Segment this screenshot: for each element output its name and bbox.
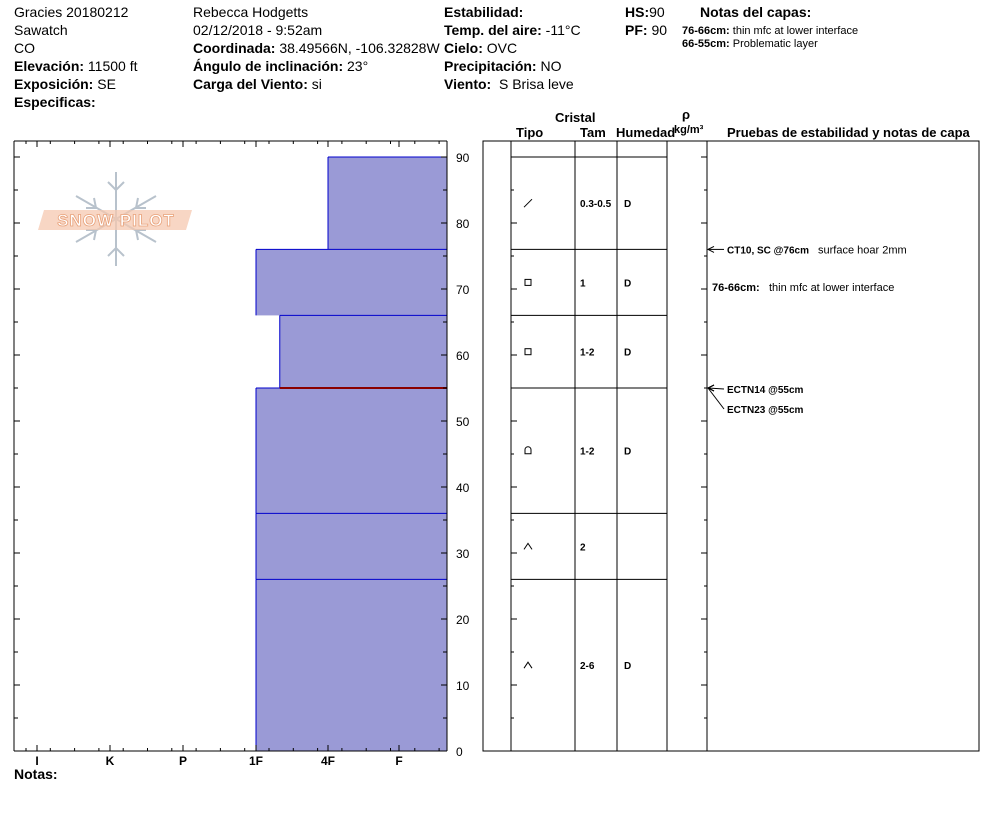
test-label: CT10, SC @76cm (727, 245, 810, 257)
air-temp-value: -11°C (545, 22, 581, 38)
elevation-value: 11500 ft (87, 58, 138, 74)
precipitation-icon (524, 199, 532, 207)
hardness-tick-label: F (395, 754, 403, 768)
snow-pilot-logo (38, 172, 192, 266)
mountain-range: Sawatch (14, 22, 68, 38)
depth-tick-label: 0 (456, 745, 463, 759)
grain-size: 1-2 (580, 446, 595, 458)
layer-comment-range: 76-66cm: (712, 282, 760, 294)
depth-tick-label: 70 (456, 283, 470, 297)
hardness-bar-4 (256, 388, 447, 513)
hs-value: 90 (649, 4, 665, 20)
datetime: 02/12/2018 - 9:52am (193, 22, 323, 38)
depth-tick-label: 20 (456, 613, 470, 627)
air-temp-label: Temp. del aire: (444, 22, 542, 38)
depth-tick-label: 90 (456, 151, 470, 165)
sky-value: OVC (486, 40, 518, 56)
slope-value: 23° (347, 58, 369, 74)
depth-hoar-icon (524, 662, 532, 668)
hardness-bar-2 (256, 249, 447, 315)
hardness-layers (256, 157, 447, 751)
hardness-tick-label: P (178, 754, 188, 768)
hardness-bar-3 (280, 315, 447, 388)
layer-note-2-range: 66-55cm: (682, 38, 730, 50)
moisture: D (624, 446, 632, 458)
depth-tick-label: 30 (456, 547, 470, 561)
test-note: surface hoar 2mm (818, 244, 907, 257)
test-label: ECTN23 @55cm (727, 405, 804, 416)
density-unit-header: kg/m³ (674, 124, 704, 136)
faceted-icon (525, 279, 531, 285)
layer-comment-text: thin mfc at lower interface (769, 282, 895, 294)
notes-label: Notas: (14, 766, 58, 782)
grain-size: 1 (580, 278, 586, 290)
tests-header: Pruebas de estabilidad y notas de capa (727, 125, 970, 140)
coord-value: 38.49566N, -106.32828W (279, 40, 440, 56)
hardness-tick-label: 1F (248, 754, 264, 768)
depth-hoar-icon (524, 543, 532, 549)
stability-tests (708, 244, 907, 416)
layer-note-2-text: Problematic layer (732, 38, 818, 50)
pf-value: 90 (651, 22, 668, 38)
layer-table (483, 141, 979, 751)
depth-tick-label: 50 (456, 415, 470, 429)
grain-size: 2-6 (580, 661, 595, 673)
moisture: D (624, 199, 632, 211)
test-label: ECTN14 @55cm (727, 385, 804, 396)
tam-header: Tam (580, 125, 606, 140)
tipo-header: Tipo (516, 125, 544, 140)
slope-label: Ángulo de inclinación: (193, 58, 344, 74)
grain-size: 1-2 (580, 347, 595, 359)
depth-tick-label: 10 (456, 679, 470, 693)
state: CO (14, 40, 35, 56)
rounding-faceted-icon (525, 447, 531, 454)
moisture: D (624, 278, 632, 290)
table-frame (483, 141, 979, 751)
stability-label: Estabilidad: (444, 4, 524, 20)
aspect-label: Exposición: (14, 76, 94, 92)
precip-label: Precipitación: (444, 58, 537, 74)
test-arrow (708, 388, 724, 409)
pf-label: PF: (625, 22, 648, 38)
wind-label: Viento: (444, 76, 492, 92)
coord-label: Coordinada: (193, 40, 276, 56)
wind-load-label: Carga del Viento: (193, 76, 308, 92)
sky-label: Cielo: (444, 40, 483, 56)
layer-note-1-text: thin mfc at lower interface (732, 25, 859, 37)
moisture: D (624, 347, 632, 359)
observer: Rebecca Hodgetts (193, 4, 309, 20)
hardness-bar-6 (256, 579, 447, 751)
hardness-tick-label: 4F (320, 754, 336, 768)
moisture: D (624, 661, 632, 673)
hardness-bar-1 (328, 157, 447, 249)
svg-text:SNOW PILOT: SNOW PILOT (57, 211, 175, 230)
grain-size: 2 (580, 542, 586, 554)
site-name: Gracies 20180212 (14, 4, 129, 20)
hardness-bar-5 (256, 513, 447, 579)
layer-notes-title: Notas del capas: (700, 4, 812, 20)
layer-note-1-range: 76-66cm: (682, 25, 730, 37)
humedad-header: Humedad (616, 125, 676, 140)
aspect-value: SE (97, 76, 116, 92)
hardness-tick-label: K (105, 754, 115, 768)
grain-size: 0.3-0.5 (580, 199, 612, 211)
wind-value: S Brisa leve (498, 76, 574, 92)
hs-label: HS: (625, 4, 650, 20)
wind-load-value: si (311, 76, 322, 92)
depth-tick-label: 40 (456, 481, 470, 495)
elevation-label: Elevación: (14, 58, 85, 74)
depth-tick-label: 80 (456, 217, 470, 231)
cristal-header: Cristal (555, 110, 596, 125)
depth-tick-label: 60 (456, 349, 470, 363)
faceted-icon (525, 349, 531, 355)
precip-value: NO (540, 58, 562, 74)
specifics-label: Especificas: (14, 94, 96, 110)
rho-header: ρ (682, 107, 691, 122)
hardness-tick-label: I (35, 754, 39, 768)
